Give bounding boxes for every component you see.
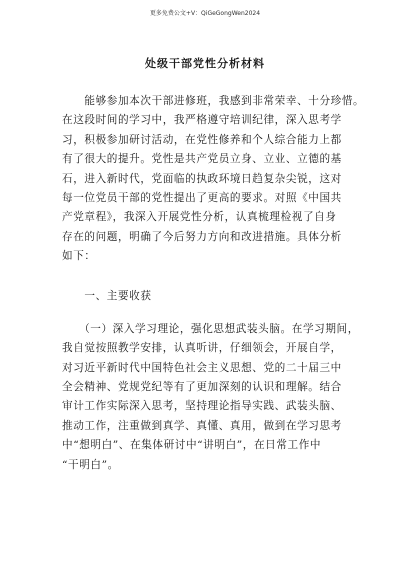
paragraph-line: 如下： bbox=[62, 250, 96, 263]
paragraph-line: 中“想明白”、在集体研讨中“讲明白”，在日常工作中 bbox=[62, 439, 322, 452]
paragraph-line: 产党章程》，我深入开展党性分析，认真梳理检视了自身 bbox=[62, 211, 337, 224]
paragraph-line: 对习近平新时代中国特色社会主义思想、党的二十届三中 bbox=[62, 361, 342, 374]
paragraph-line: 每一位党员干部的党性提出了更高的要求。对照《中国共 bbox=[62, 191, 342, 204]
paragraph-line: 推动工作，注重做到真学、真懂、真用，做到在学习思考 bbox=[62, 419, 342, 432]
document-title: 处级干部党性分析材料 bbox=[145, 57, 265, 70]
paragraph-line: 全会精神、党规党纪等有了更加深刻的认识和理解。结合 bbox=[62, 381, 342, 394]
subsection-paragraph bbox=[62, 320, 359, 475]
paragraph-line: 存在的问题，明确了今后努力方向和改进措施。具体分析 bbox=[62, 230, 342, 243]
paragraph-line: 在这段时间的学习中，我严格遵守培训纪律，深入思考学 bbox=[62, 114, 342, 127]
paragraph-line: 有了很大的提升。党性是共产党员立身、立业、立德的基 bbox=[62, 153, 342, 166]
paragraph-line: 习，积极参加研讨活动，在党性修养和个人综合能力上都 bbox=[62, 133, 342, 146]
paragraph-line: “干明白”。 bbox=[62, 458, 119, 471]
intro-paragraph bbox=[62, 92, 365, 267]
header-note: 更多免费公文+V：QiGeGongWen2024 bbox=[149, 10, 261, 17]
document-body bbox=[62, 92, 365, 475]
paragraph-line: 石，进入新时代，党面临的执政环境日趋复杂尖锐，这对 bbox=[62, 172, 342, 185]
section-heading: 一、主要收获 bbox=[62, 289, 152, 302]
paragraph-line: 审计工作实际深入思考，坚持理论指导实践、武装头脑、 bbox=[62, 400, 342, 413]
paragraph-line: 我自觉按照教学安排，认真听讲，仔细领会，开展自学， bbox=[62, 342, 342, 355]
paragraph-line: 能够参加本次干部进修班，我感到非常荣幸、十分珍惜。 bbox=[62, 95, 365, 107]
paragraph-line: （一）深入学习理论，强化思想武装头脑。在学习期间， bbox=[62, 322, 359, 335]
